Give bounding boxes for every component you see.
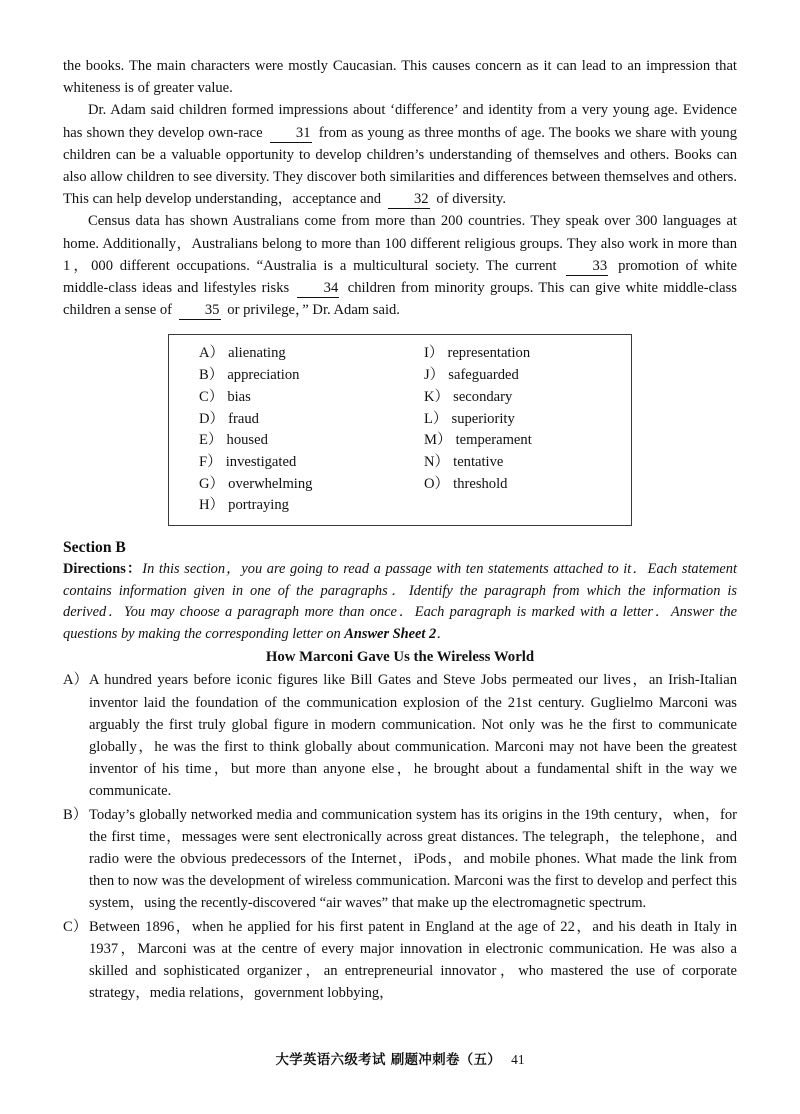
- option-letter: C）: [199, 388, 224, 405]
- option-letter: F）: [199, 453, 222, 470]
- option-letter: E）: [199, 432, 223, 449]
- page-number: 41: [511, 1052, 525, 1067]
- answer-blank-31[interactable]: 31: [270, 125, 312, 143]
- answer-sheet-reference: Answer Sheet 2: [344, 625, 437, 642]
- option-letter: J）: [424, 367, 445, 384]
- word-bank-option-A[interactable]: [199, 343, 406, 365]
- section-b-heading: Section B: [63, 539, 126, 557]
- answer-blank-34[interactable]: 34: [297, 280, 339, 298]
- option-word: investigated: [225, 453, 297, 470]
- word-bank-option-I[interactable]: [424, 343, 631, 365]
- paragraph-letter: A）: [63, 672, 89, 689]
- option-letter: O）: [424, 475, 450, 492]
- directions-label: Directions：: [63, 561, 143, 578]
- passage-paragraphs: [63, 669, 737, 1004]
- option-word: alienating: [228, 345, 286, 362]
- para-dr-adam: Dr. Adam said children formed impressions about ‘difference’ and identity from a very young age. Evidence has shown they develop own-race 31 from as young as three months of age. The books we share with young children can be a valuable opportunity to develop children’s understanding of themselves and others. Books can also allow children to see diversity. They discover both similarities and differences between themselves and others. This can help develop understanding，acceptance and 32 of diversity.: [63, 102, 737, 208]
- option-word: secondary: [453, 388, 513, 405]
- paragraph-letter: B）: [63, 806, 88, 823]
- option-word: fraud: [228, 410, 259, 427]
- word-bank-option-G[interactable]: [199, 474, 406, 496]
- word-bank-option-L[interactable]: [424, 409, 631, 431]
- answer-blank-33[interactable]: 33: [566, 258, 608, 276]
- word-bank-option-J[interactable]: [424, 365, 631, 387]
- word-bank-option-H[interactable]: [199, 495, 406, 517]
- option-letter: B）: [199, 367, 224, 384]
- option-letter: G）: [199, 475, 225, 492]
- option-word: appreciation: [227, 367, 300, 384]
- word-bank-option-O[interactable]: [424, 474, 631, 496]
- word-bank-box: [168, 334, 632, 526]
- passage-paragraph-C: [63, 916, 737, 1005]
- option-word: safeguarded: [448, 367, 519, 384]
- option-word: temperament: [455, 432, 532, 449]
- section-b-directions: [63, 559, 737, 645]
- answer-blank-35[interactable]: 35: [179, 302, 221, 320]
- directions-text-part-2: ．: [436, 625, 451, 642]
- word-bank-option-E[interactable]: [199, 430, 406, 452]
- option-word: housed: [226, 432, 268, 449]
- option-word: representation: [447, 345, 531, 362]
- directions-text-part-1: In this section，you are going to read a passage with ten statements attached to it．Each statement contains information given in one of the paragraphs．Identify the paragraph from which the information is derived．You may choose a paragraph more than once．Each paragraph is marked with a letter．Answer the questions by making the corresponding letter on: [63, 561, 737, 642]
- option-word: superiority: [451, 410, 515, 427]
- passage-title: How Marconi Gave Us the Wireless World: [265, 649, 535, 666]
- word-bank-option-M[interactable]: [424, 430, 631, 452]
- option-word: tentative: [453, 453, 504, 470]
- option-word: bias: [227, 388, 251, 405]
- passage-paragraph-B: [63, 804, 737, 915]
- option-letter: A）: [199, 345, 225, 362]
- word-bank-option-D[interactable]: [199, 409, 406, 431]
- option-letter: M）: [424, 432, 452, 449]
- option-letter: K）: [424, 388, 450, 405]
- word-bank-option-B[interactable]: [199, 365, 406, 387]
- option-word: threshold: [453, 475, 508, 492]
- section-a-body: [63, 55, 737, 321]
- answer-blank-32[interactable]: 32: [388, 191, 430, 209]
- word-bank-right-column: [406, 343, 631, 517]
- option-letter: N）: [424, 453, 450, 470]
- paragraph-text: A hundred years before iconic figures like Bill Gates and Steve Jobs permeated our lives，an Irish-Italian inventor laid the foundation of the communication explosion of the 21st century. Guglielmo Marconi was arguably the first truly global figure in modern communication. Not only was he the first to communicate globally，he was the first to think globally about communication. Marconi may not have been the greatest inventor of his time，but more than anyone else，he brought about a fundamental shift in the way we communicate.: [89, 672, 737, 800]
- option-word: portraying: [228, 497, 289, 514]
- option-word: overwhelming: [228, 475, 313, 492]
- passage-paragraph-A: [63, 669, 737, 802]
- word-bank-option-C[interactable]: [199, 387, 406, 409]
- word-bank-option-K[interactable]: [424, 387, 631, 409]
- paragraph-letter: C）: [63, 918, 88, 935]
- option-letter: H）: [199, 497, 225, 514]
- word-bank-option-N[interactable]: [424, 452, 631, 474]
- paragraph-text: Between 1896，when he applied for his first patent in England at the age of 22，and his death in Italy in 1937，Marconi was at the centre of every major innovation in electronic communication. He was also a skilled and sophisticated organizer，an entrepreneurial innovator，who mastered the use of corporate strategy，media relations，government lobbying，: [89, 918, 737, 1002]
- option-letter: I）: [424, 345, 444, 362]
- word-bank-option-F[interactable]: [199, 452, 406, 474]
- para-census: Census data has shown Australians come from more than 200 countries. They speak over 300 languages at home. Additionally，Australians belong to more than 100 different religious groups. They also work in more than 1，000 different occupations. “Australia is a multicultural society. The current 33 promotion of white middle-class ideas and lifestyles risks 34 children from minority groups. This can give white middle-class children a sense of 35 or privilege，” Dr. Adam said.: [63, 213, 737, 319]
- option-letter: L）: [424, 410, 448, 427]
- footer-title: 大学英语六级考试 刷题冲刺卷（五）: [275, 1053, 502, 1068]
- page-footer: [0, 1049, 800, 1068]
- word-bank-left-column: [169, 343, 406, 517]
- paragraph-text: Today’s globally networked media and communication system has its origins in the 19th century，when，for the first time，messages were sent electronically across great distances. The telegraph，the telephone，and radio were the obvious predecessors of the Internet，iPods，and mobile phones. What made the link from then to now was the development of wireless communication. Marconi was the first to develop and perfect this system，using the recently-discovered “air waves” that make up the electromagnetic spectrum.: [89, 806, 737, 912]
- option-letter: D）: [199, 410, 225, 427]
- page-content: [63, 55, 737, 1055]
- para-continuation: the books. The main characters were mostly Caucasian. This causes concern as it can lead to an impression that whiteness is of greater value.: [63, 58, 737, 97]
